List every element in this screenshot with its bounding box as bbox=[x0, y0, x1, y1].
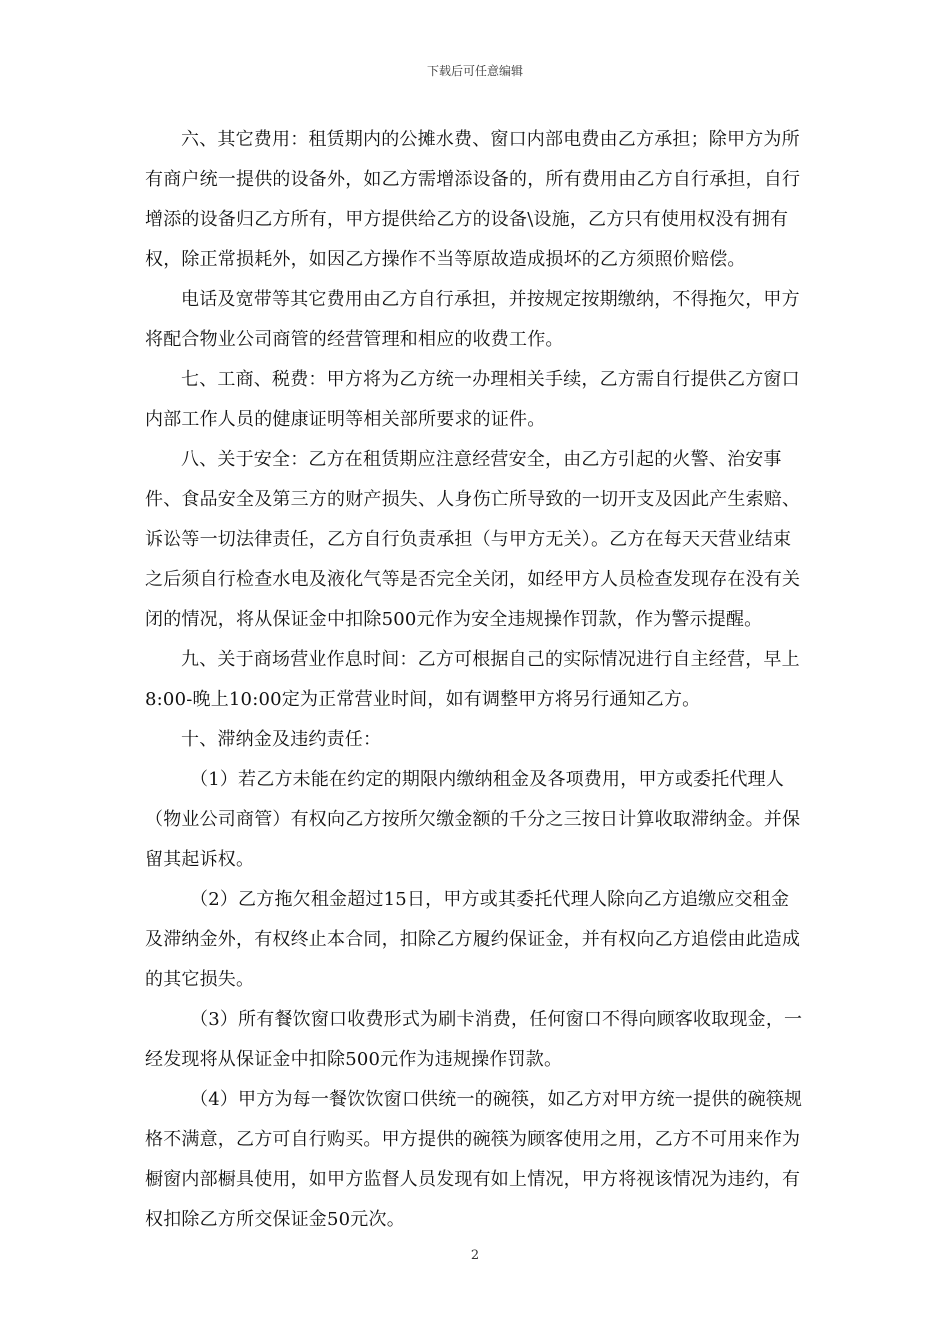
paragraph-phone-broadband: 电话及宽带等其它费用由乙方自行承担，并按规定按期缴纳，不得拖欠，甲方将配合物业公司商管的经营管理和相应的收费工作。 bbox=[145, 289, 800, 350]
paragraph-other-fees: 六、其它费用：租赁期内的公摊水费、窗口内部电费由乙方承担；除甲方为所有商户统一提供的设备外，如乙方需增添设备的，所有费用由乙方自行承担，自行增添的设备归乙方所有，甲方提供给乙方的设备\设施，乙方只有使用权没有拥有权，除正常损耗外，如因乙方操作不当等原故造成损坏的乙方须照价赔偿。 bbox=[145, 129, 801, 270]
paragraph-business-hours: 九、关于商场营业作息时间：乙方可根据自己的实际情况进行自主经营，早上8:00-晚上10:00定为正常营业时间，如有调整甲方将另行通知乙方。 bbox=[145, 649, 800, 710]
paragraph-late-fee-4: （4）甲方为每一餐饮饮窗口供统一的碗筷，如乙方对甲方统一提供的碗筷规格不满意，乙方可自行购买。甲方提供的碗筷为顾客使用之用，乙方不可用来作为橱窗内部橱具使用，如甲方监督人员发现有如上情况，甲方将视该情况为违约，有权扣除乙方所交保证金50元次。 bbox=[145, 1089, 803, 1230]
paragraph-safety: 八、关于安全：乙方在租赁期应注意经营安全，由乙方引起的火警、治安事件、食品安全及第三方的财产损失、人身伤亡所导致的一切开支及因此产生索赔、诉讼等一切法律责任，乙方自行负责承担（与甲方无关）。乙方在每天天营业结束之后须自行检查水电及液化气等是否完全关闭，如经甲方人员检查发现存在没有关闭的情况，将从保证金中扣除500元作为安全违规操作罚款，作为警示提醒。 bbox=[145, 449, 801, 630]
paragraph-late-fee-3: （3）所有餐饮窗口收费形式为刷卡消费，任何窗口不得向顾客收取现金，一经发现将从保证金中扣除500元作为违规操作罚款。 bbox=[145, 1009, 803, 1070]
page-number: 2 bbox=[470, 1248, 480, 1263]
paragraph-late-fee-1: （1）若乙方未能在约定的期限内缴纳租金及各项费用，甲方或委托代理人（物业公司商管）有权向乙方按所欠缴金额的千分之三按日计算收取滞纳金。并保留其起诉权。 bbox=[145, 769, 801, 870]
paragraph-late-fee-heading: 十、滞纳金及违约责任： bbox=[181, 729, 382, 750]
page-header: 下载后可任意编辑 bbox=[426, 64, 523, 78]
paragraph-late-fee-2: （2）乙方拖欠租金超过15日，甲方或其委托代理人除向乙方追缴应交租金及滞纳金外，有权终止本合同，扣除乙方履约保证金，并有权向乙方追偿由此造成的其它损失。 bbox=[145, 889, 801, 990]
document-body bbox=[145, 120, 805, 1240]
paragraph-business-tax: 七、工商、税费：甲方将为乙方统一办理相关手续，乙方需自行提供乙方窗口内部工作人员的健康证明等相关部所要求的证件。 bbox=[145, 369, 800, 430]
